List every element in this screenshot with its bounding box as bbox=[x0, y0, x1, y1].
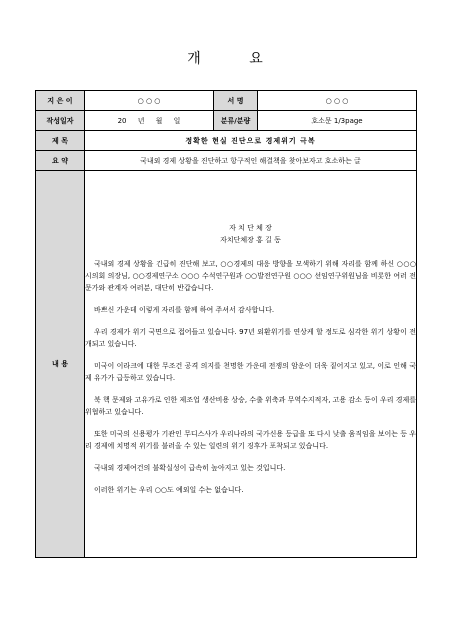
paragraph: 북 핵 문제와 고유가로 인한 제조업 생산비용 상승, 수출 위축과 무역수지적자, 고용 감소 등이 우리 경제를 위협하고 있습니다. bbox=[85, 396, 416, 416]
author-label: 지 은 이 bbox=[36, 91, 85, 111]
summary-label: 요 약 bbox=[36, 151, 85, 171]
content-label: 내 용 bbox=[36, 171, 85, 558]
category-label: 분류/분량 bbox=[214, 111, 258, 131]
greeting-line-1: 자 치 단 체 장 bbox=[229, 224, 272, 232]
paragraph: 바쁘신 가운데 이렇게 자리를 함께 하여 주셔서 감사합니다. bbox=[94, 306, 275, 314]
summary-row bbox=[36, 151, 417, 171]
date-value[interactable]: 20 년 월 일 bbox=[85, 111, 214, 131]
page-title: 개 요 bbox=[187, 51, 285, 67]
category-value[interactable]: 호소문 1/3page bbox=[258, 111, 417, 131]
position-value[interactable]: ○ ○ ○ bbox=[258, 91, 417, 111]
subject-label: 제 목 bbox=[36, 131, 85, 151]
content-body[interactable] bbox=[85, 171, 417, 558]
content-row bbox=[36, 171, 417, 558]
paragraph: 우리 경제가 위기 국면으로 접어들고 있습니다. 97년 외환위기를 연상케 할 정도로 심각한 위기 상황이 전개되고 있습니다. bbox=[85, 328, 416, 348]
author-value[interactable]: ○ ○ ○ bbox=[85, 91, 214, 111]
greeting bbox=[85, 222, 416, 246]
paragraph: 국내외 경제 상황을 긴급히 진단해 보고, ○○경제의 대응 방향을 모색하기 위해 자리를 함께 하신 ○○○ 시의회 의장님, ○○경제연구소 ○○○ 수석연구원과 ○○발전연구원 ○○○ 선임연구위원님을 비롯한 여러 전문가와 관계자 여러분, 대단히 반갑습니다. bbox=[85, 260, 416, 292]
author-row bbox=[36, 91, 417, 111]
date-row bbox=[36, 111, 417, 131]
subject-row bbox=[36, 131, 417, 151]
paragraph: 국내외 경제여건의 불확실성이 급속히 높아지고 있는 것입니다. bbox=[94, 464, 286, 472]
paragraph: 이러한 위기는 우리 ○○도 예외일 수는 없습니다. bbox=[94, 486, 244, 494]
greeting-line-2: 자치단체장 홍 길 동 bbox=[220, 236, 281, 244]
paragraph: 또한 미국의 신용평가 기관인 무디스사가 우리나라의 국가신용 등급을 또 다시 낮출 움직임을 보이는 등 우리 경제에 치명적 위기를 불러올 수 있는 일련의 위기 징후가 포착되고 있습니다. bbox=[85, 430, 416, 450]
paragraph: 미국이 이라크에 대한 무조건 공격 의지를 천명한 가운데 전쟁의 암운이 더욱 짙어지고 있고, 이로 인해 국제 유가가 급등하고 있습니다. bbox=[85, 362, 416, 382]
summary-value[interactable]: 국내외 경제 상황을 진단하고 항구적인 해결책을 찾아보자고 호소하는 글 bbox=[85, 151, 417, 171]
date-label: 작성일자 bbox=[36, 111, 85, 131]
summary-form-table bbox=[35, 90, 417, 558]
subject-value[interactable]: 정확한 현실 진단으로 경제위기 극복 bbox=[85, 131, 417, 151]
position-label: 서 명 bbox=[214, 91, 258, 111]
